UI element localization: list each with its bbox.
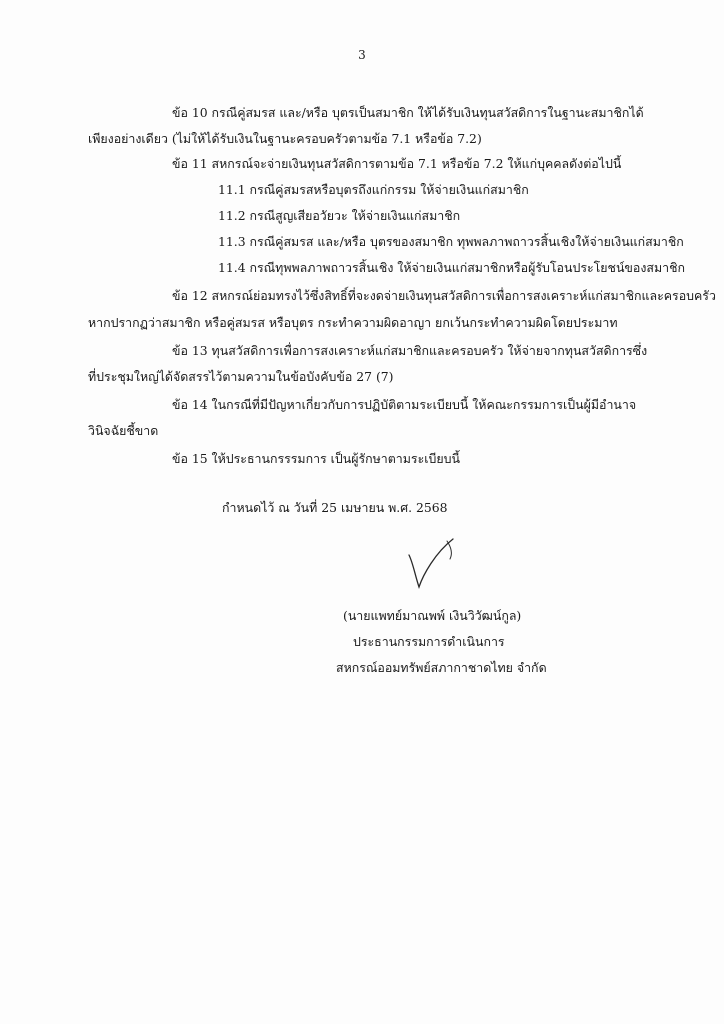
clause-12-line-1: ข้อ 12 สหกรณ์ย่อมทรงไว้ซึ่งสิทธิ์ที่จะงดจ่ายเงินทุนสวัสดิการเพื่อการสงเคราะห์แก่สมาชิกและครอบครัว [172, 288, 716, 303]
clause-10-line-1: ข้อ 10 กรณีคู่สมรส และ/หรือ บุตรเป็นสมาชิก ให้ได้รับเงินทุนสวัสดิการในฐานะสมาชิกได้ [172, 105, 644, 120]
clause-13-line-2: ที่ประชุมใหญ่ได้จัดสรรไว้ตามความในข้อบังคับข้อ 27 (7) [88, 369, 394, 384]
clause-10-line-2: เพียงอย่างเดียว (ไม่ให้ได้รับเงินในฐานะครอบครัวตามข้อ 7.1 หรือข้อ 7.2) [88, 131, 482, 146]
signatory-name: (นายแพทย์มาณพพ์ เงินวิวัฒน์กูล) [343, 608, 522, 623]
clause-12-line-2: หากปรากฏว่าสมาชิก หรือคู่สมรส หรือบุตร กระทำความผิดอาญา ยกเว้นกระทำความผิดโดยประมาท [88, 315, 618, 330]
clause-11-subitem-4: 11.4 กรณีทุพพลภาพถาวรสิ้นเชิง ให้จ่ายเงินแก่สมาชิกหรือผู้รับโอนประโยชน์ของสมาชิก [218, 260, 685, 275]
signatory-position: ประธานกรรมการดำเนินการ [353, 634, 505, 649]
clause-11-subitem-1: 11.1 กรณีคู่สมรสหรือบุตรถึงแก่กรรม ให้จ่ายเงินแก่สมาชิก [218, 182, 529, 197]
signature-mark [395, 535, 465, 595]
clause-11-subitem-2: 11.2 กรณีสูญเสียอวัยวะ ให้จ่ายเงินแก่สมาชิก [218, 208, 461, 223]
clause-15-line-1: ข้อ 15 ให้ประธานกรรรมการ เป็นผู้รักษาตามระเบียบนี้ [172, 451, 460, 466]
dated-line: กำหนดไว้ ณ วันที่ 25 เมษายน พ.ศ. 2568 [222, 500, 448, 515]
clause-14-line-1: ข้อ 14 ในกรณีที่มีปัญหาเกี่ยวกับการปฏิบัติตามระเบียบนี้ ให้คณะกรรมการเป็นผู้มีอำนาจ [172, 397, 637, 412]
signatory-organization: สหกรณ์ออมทรัพย์สภากาชาดไทย จำกัด [336, 660, 547, 675]
clause-11-line-1: ข้อ 11 สหกรณ์จะจ่ายเงินทุนสวัสดิการตามข้อ 7.1 หรือข้อ 7.2 ให้แก่บุคคลดังต่อไปนี้ [172, 156, 622, 171]
clause-11-subitem-3: 11.3 กรณีคู่สมรส และ/หรือ บุตรของสมาชิก ทุพพลภาพถาวรสิ้นเชิงให้จ่ายเงินแก่สมาชิก [218, 234, 684, 249]
clause-13-line-1: ข้อ 13 ทุนสวัสดิการเพื่อการสงเคราะห์แก่สมาชิกและครอบครัว ให้จ่ายจากทุนสวัสดิการซึ่ง [172, 343, 648, 358]
page-number: 3 [358, 48, 366, 62]
clause-14-line-2: วินิจฉัยชี้ขาด [88, 423, 159, 438]
